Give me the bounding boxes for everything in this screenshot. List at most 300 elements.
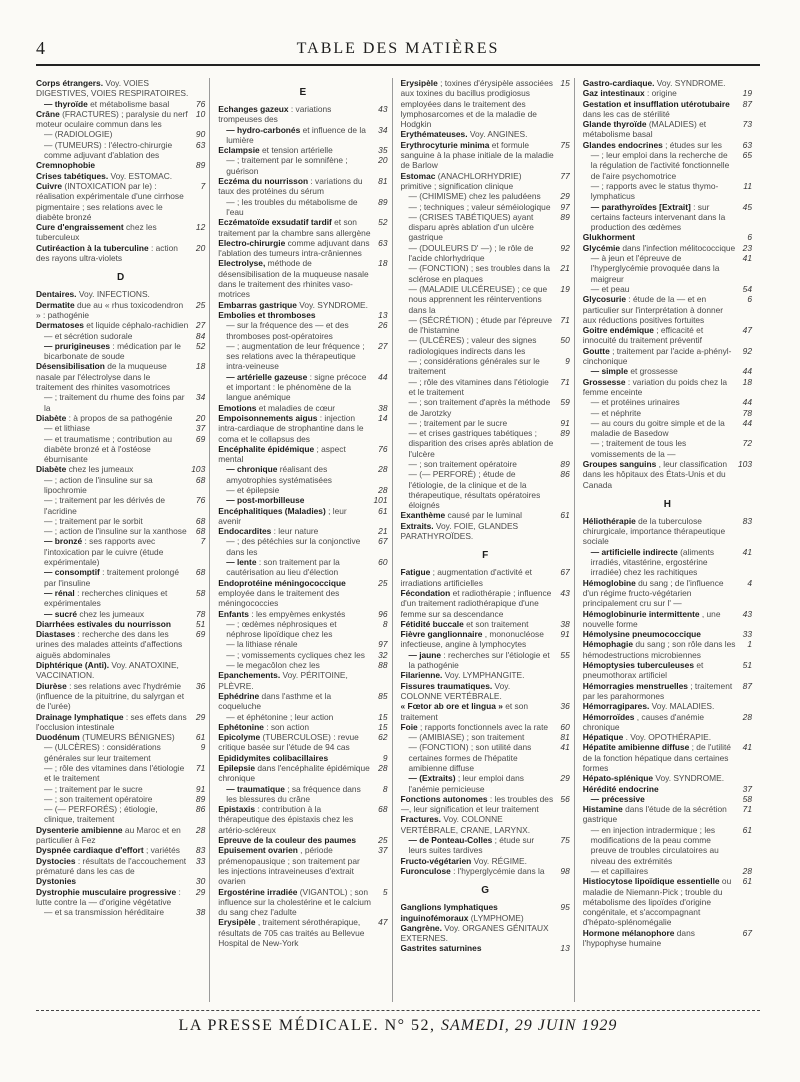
index-subentry [401, 650, 570, 671]
entry-page-ref: 51 [742, 660, 752, 671]
entry-term: — lente [226, 557, 257, 568]
entry-page-ref: 78 [742, 407, 752, 418]
index-entry [36, 887, 205, 908]
index-entry [36, 181, 205, 222]
index-subentry [36, 129, 205, 139]
index-entry [583, 516, 752, 547]
index-entry [36, 300, 205, 321]
index-entry [583, 681, 752, 702]
index-entry [36, 660, 205, 681]
entry-page-ref: 63 [378, 237, 388, 248]
index-entry [583, 88, 752, 98]
entry-term: Cutiréaction à la tuberculine [36, 242, 149, 253]
header-rule [36, 64, 760, 66]
entry-description: ; rapports fonctionnels avec la rate [420, 721, 549, 732]
entry-description: Voy. MALADIES. [651, 701, 715, 712]
entry-term: Diabète [36, 464, 67, 475]
index-subentry [401, 835, 570, 856]
entry-page-ref: 7 [200, 180, 206, 191]
entry-description: réalisant des amyotrophies systématisées [226, 464, 332, 485]
entry-page-ref: 26 [378, 320, 388, 331]
index-subentry [36, 99, 205, 109]
index-subentry [401, 335, 570, 356]
entry-term: Ganglions lymphatiques inguinofémoraux [400, 902, 498, 923]
index-entry [36, 109, 205, 130]
entry-term: Glande thyroïde [582, 119, 647, 130]
entry-page-ref: 58 [742, 793, 752, 804]
entry-page-ref: 29 [195, 886, 206, 897]
entry-description: ou maladie de Niemann-Pick ; trouble du métabolisme des lipoïdes d'origine congénitale, et s'accompagnant d'hépato-splénomégalie [582, 876, 732, 928]
index-subentry [583, 825, 752, 866]
index-entry [401, 814, 570, 835]
entry-description: — (SÉCRÉTION) ; étude par l'épreuve de l'histamine [408, 314, 553, 336]
entry-description: — et sa transmission héréditaire [44, 907, 165, 918]
index-entry [218, 258, 387, 299]
index-subentry [583, 150, 752, 181]
entry-description: — et lithiase [44, 423, 91, 434]
index-entry [218, 444, 387, 465]
index-entry [218, 300, 387, 310]
entry-term: Dyspnée cardiaque d'effort [36, 845, 144, 856]
entry-description: et son traitement par la chambre sans allergène [218, 217, 371, 238]
entry-page-ref: 38 [560, 618, 570, 629]
entry-page-ref: 101 [373, 495, 388, 506]
entry-term: Erythémateuses. [400, 129, 468, 140]
index-subentry [218, 650, 387, 660]
entry-page-ref: 23 [742, 242, 752, 253]
entry-term: Hérédité endocrine [582, 783, 659, 794]
entry-term: Electrolyse, [218, 258, 266, 269]
entry-page-ref: 37 [195, 423, 206, 434]
entry-description: — ; leur emploi dans la recherche de la régulation de l'activité fonctionnelle de l'aire psychomotrice [590, 150, 730, 181]
index-subentry [583, 181, 752, 202]
entry-term: Epididymites colibacillaires [218, 752, 329, 763]
entry-term: — précessive [590, 793, 645, 804]
index-entry [218, 691, 387, 712]
entry-term: Fonctions autonomes [400, 793, 488, 804]
entry-term: — chronique [226, 464, 278, 475]
entry-description: et son traitement [400, 701, 529, 722]
entry-page-ref: 92 [742, 345, 752, 356]
entry-term: Gangrène. [400, 922, 442, 933]
index-subentry [36, 784, 205, 794]
index-entry [583, 377, 752, 398]
index-entry [218, 526, 387, 536]
section-letter: G [481, 885, 490, 897]
entry-term: Empoisonnements aigus [218, 412, 318, 423]
index-entry [583, 609, 752, 630]
entry-description: : leur nature [273, 526, 319, 537]
entry-page-ref: 88 [378, 660, 388, 671]
index-subentry [36, 392, 205, 413]
entry-description: dans l'asthme et la coqueluche [218, 690, 332, 712]
entry-term: Enfants [218, 608, 249, 619]
entry-description: ; leur avenir [218, 505, 347, 526]
entry-description: Voy. ESTOMAC. [110, 170, 173, 181]
entry-term: Glukhorment [582, 232, 635, 243]
entry-term: Foie [400, 721, 418, 732]
index-entry [401, 521, 570, 542]
entry-term: — post-morbilleuse [226, 495, 305, 506]
entry-page-ref: 60 [560, 721, 570, 732]
index-entry [583, 459, 752, 490]
entry-page-ref: 5 [382, 886, 388, 897]
entry-page-ref: 60 [378, 557, 388, 568]
entry-page-ref: 34 [378, 124, 388, 135]
entry-page-ref: 36 [195, 680, 206, 691]
entry-page-ref: 41 [742, 253, 752, 264]
entry-term: Crâne [36, 108, 60, 119]
entry-page-ref: 8 [382, 783, 388, 794]
entry-description: — et capillaires [590, 865, 649, 876]
entry-page-ref: 43 [378, 104, 388, 114]
entry-page-ref: 55 [560, 649, 570, 660]
entry-page-ref: 65 [742, 150, 752, 161]
index-entry [218, 413, 387, 444]
entry-description: , traitement sérothérapique, résultats de 705 cas traités au Bellevue Hospital de New-York [218, 917, 365, 949]
entry-page-ref: 28 [378, 464, 388, 475]
entry-page-ref: 11 [743, 180, 752, 191]
section-letter: E [299, 87, 307, 98]
entry-term: Extraits. [400, 520, 434, 531]
index-entry [583, 629, 752, 639]
entry-description: méthode de désensibilisation de la muqueuse nasale dans le traitement des rhinites vaso-motrices [218, 258, 369, 300]
index-entry [218, 753, 387, 763]
entry-term: Hémorroïdes [582, 711, 635, 722]
entry-term: Diastases [36, 629, 76, 640]
entry-description: et grossesse [630, 366, 678, 377]
issue-date: SAMEDI, 29 JUIN 1929 [441, 1017, 618, 1034]
entry-description: — ; rapports avec le status thymo-lymphaticus [590, 180, 719, 202]
entry-term: Hémophagie [582, 639, 634, 650]
entry-description: ; de l'utilité de la fonction hépatique dans certaines formes [582, 742, 731, 773]
index-entry [218, 217, 387, 238]
index-subentry [36, 434, 205, 465]
entry-description: et son traitement [466, 618, 529, 629]
index-subentry [583, 408, 752, 418]
journal-name: LA PRESSE MÉDICALE. [178, 1017, 380, 1034]
entry-description: du sang ; de l'influence d'un régime fructo-végétarien principalement cru sur l' — [582, 577, 724, 609]
entry-description: : action des rayons ultra-violets [36, 242, 178, 264]
entry-term: Hémoptysies tuberculeuses [582, 660, 694, 671]
entry-page-ref: 103 [738, 458, 752, 469]
entry-page-ref: 34 [195, 392, 206, 403]
index-subentry [218, 660, 387, 670]
index-subentry [218, 557, 387, 578]
entry-page-ref: 6 [747, 294, 752, 305]
entry-page-ref: 44 [742, 366, 752, 377]
entry-page-ref: 18 [195, 361, 206, 372]
entry-page-ref: 61 [195, 732, 206, 743]
index-entry [218, 887, 387, 918]
page-header [36, 38, 760, 64]
index-column-1 [36, 78, 210, 1002]
entry-page-ref: 38 [378, 402, 388, 413]
entry-page-ref: 25 [378, 577, 388, 588]
entry-term: Gastro-cardiaque. [582, 78, 655, 88]
entry-page-ref: 33 [195, 855, 206, 866]
entry-description: . Voy. OPOTHÉRAPIE. [625, 732, 712, 743]
entry-page-ref: 75 [560, 835, 570, 846]
index-subentry [401, 191, 570, 201]
entry-page-ref: 68 [195, 474, 206, 485]
issue-number: N° 52, [384, 1017, 436, 1034]
entry-term: Epistaxis [218, 804, 256, 815]
entry-description: dans les cas de stérilité [582, 108, 670, 119]
index-entry [583, 325, 752, 346]
entry-term: Erysipèle [218, 917, 256, 928]
index-entry [218, 578, 387, 609]
index-entry [36, 289, 205, 299]
entry-description: comme adjuvant dans l'ablation des tumeurs intra-crâniennes [218, 237, 370, 259]
index-subentry [401, 773, 570, 794]
index-entry [401, 78, 570, 129]
entry-term: — rénal [44, 587, 75, 598]
entry-description: — sur la fréquence des — et des thromboses post-opératoires [226, 320, 349, 341]
entry-term: Héliothérapie [582, 515, 636, 526]
entry-description: — (FONCTION) ; ses troubles dans la sclérose en plaques [408, 263, 550, 284]
entry-description: — et sécrétion sudorale [44, 330, 133, 341]
entry-description: : origine [646, 88, 677, 99]
page-number: 4 [36, 38, 45, 58]
entry-term: Filarienne. [400, 670, 443, 681]
index-entry [401, 567, 570, 588]
entry-page-ref: 97 [378, 639, 388, 650]
entry-page-ref: 89 [560, 211, 570, 222]
entry-page-ref: 37 [378, 845, 388, 856]
entry-page-ref: 27 [378, 340, 388, 351]
index-entry [401, 588, 570, 619]
index-entry [218, 238, 387, 259]
entry-description: — et crises gastriques tabétiques ; disparition des crises après ablation de l'ulcère [408, 428, 554, 459]
index-subentry [583, 202, 752, 233]
index-entry [36, 413, 205, 423]
entry-page-ref: 27 [195, 320, 206, 331]
index-entry [401, 902, 570, 923]
entry-description: et influence de la lumière [226, 124, 366, 145]
entry-term: Hépatite amibienne diffuse [582, 742, 690, 753]
entry-term: Hémoglobine [582, 577, 636, 588]
entry-page-ref: 89 [195, 793, 206, 804]
entry-description: : ses rapports avec l'intoxication par le cuivre (étude expérimentale) [44, 536, 164, 568]
entry-page-ref: 68 [378, 804, 388, 815]
index-subentry [583, 366, 752, 376]
entry-description: — et éphétonine ; leur action [226, 711, 334, 722]
index-entry [583, 243, 752, 253]
entry-term: Embolies et thromboses [218, 309, 316, 320]
entry-page-ref: 44 [378, 371, 388, 382]
entry-description: et formule sanguine à la phase initiale de la maladie de Barlow [400, 139, 554, 171]
entry-description: — à jeun et l'épreuve de l'hyperglycémie provoquée dans la maigreur [590, 253, 720, 284]
entry-description: et liquide céphalo-rachidien [86, 320, 189, 331]
entry-term: Ergostérine irradiée [218, 886, 298, 897]
index-subentry [36, 742, 205, 763]
entry-page-ref: 12 [195, 222, 206, 233]
entry-description: (aliments irradiés, vitastérine, ergostérine irradiée) chez les rachitiques [590, 546, 715, 578]
entry-description: — ; des pétéchies sur la conjonctive dans les [226, 536, 361, 557]
entry-term: Dysenterie amibienne [36, 824, 123, 835]
entry-page-ref: 9 [382, 752, 388, 763]
entry-page-ref: 72 [742, 438, 752, 449]
entry-description: due au « rhus toxicodendron » : pathogénie [36, 299, 184, 320]
entry-description: dans l'hypophyse humaine [582, 927, 695, 949]
index-subentry [218, 320, 387, 341]
entry-description: dans l'encéphalite épidémique chronique [218, 763, 370, 784]
entry-description: : étude de la — et en particulier sur l'interprétation à donner aux réductions positives fortuites [582, 294, 724, 325]
entry-description: — le megacôlon chez les [226, 660, 320, 671]
index-subentry [36, 794, 205, 804]
entry-description: : l'hyperglycémie dans la [453, 865, 545, 876]
entry-page-ref: 43 [560, 587, 570, 598]
index-subentry [401, 243, 570, 264]
index-entry [36, 845, 205, 855]
entry-term: Fructo-végétarien [400, 855, 472, 866]
entry-page-ref: 63 [195, 139, 206, 150]
entry-description: ; leur emploi dans l'anémie pernicieuse [408, 773, 524, 794]
entry-description: : traitement prolongé par l'insuline [44, 567, 179, 588]
entry-term: Fissures traumatiques. [400, 680, 493, 691]
entry-description: et maladies de cœur [258, 402, 336, 413]
index-entry [36, 78, 205, 99]
entry-description: : son traitement par la cautérisation au lieu d'élection [226, 557, 340, 578]
entry-page-ref: 33 [742, 629, 752, 640]
entry-term: Goitre endémique [582, 325, 654, 336]
entry-page-ref: 38 [195, 907, 206, 918]
entry-term: Ephédrine [218, 690, 260, 701]
index-subentry [583, 794, 752, 804]
entry-page-ref: 63 [742, 139, 752, 150]
index-entry [401, 171, 570, 192]
entry-description: (VIGANTOL) ; son influence sur la cholestérine et le calcium du sang chez l'adulte [218, 886, 371, 918]
index-entry [583, 773, 752, 783]
entry-term: Hépatique [582, 732, 624, 743]
entry-term: Eczématoïde exsudatif tardif [218, 217, 332, 228]
index-entry [218, 845, 387, 886]
entry-term: Encéphalite épidémique [218, 443, 315, 454]
entry-description: Voy. SYNDROME. [655, 773, 725, 784]
entry-page-ref: 45 [742, 201, 752, 212]
entry-page-ref: 103 [191, 464, 206, 475]
entry-page-ref: 52 [378, 217, 388, 228]
index-entry [218, 176, 387, 197]
entry-term: — simple [590, 366, 628, 377]
entry-term: Fétidité buccale [400, 618, 464, 629]
entry-page-ref: 4 [747, 577, 752, 588]
index-subentry [583, 253, 752, 284]
entry-page-ref: 9 [565, 356, 570, 367]
entry-page-ref: 13 [378, 309, 388, 320]
index-subentry [583, 547, 752, 578]
entry-description: — ; son traitement opératoire [408, 458, 517, 469]
entry-description: — (TUMEURS) : l'électro-chirurgie comme adjuvant d'ablation des [44, 139, 173, 161]
index-entry [401, 701, 570, 722]
entry-page-ref: 95 [560, 902, 570, 913]
entry-page-ref: 28 [742, 865, 752, 876]
index-entry [583, 712, 752, 733]
index-subentry [401, 356, 570, 377]
index-entry [36, 681, 205, 712]
index-subentry [36, 526, 205, 536]
index-entry [583, 804, 752, 825]
index-entry [218, 670, 387, 691]
entry-term: Epuisement ovarien [218, 845, 298, 856]
index-entry [401, 629, 570, 650]
entry-description: ; augmentation d'activité et irradiations artificielles [400, 567, 532, 588]
entry-description: (LYMPHOME) [470, 912, 524, 923]
entry-page-ref: 28 [378, 484, 388, 495]
entry-page-ref: 21 [560, 263, 570, 274]
entry-term: Crises tabétiques. [36, 170, 109, 181]
entry-page-ref: 13 [560, 943, 570, 954]
entry-description: ; variétés [145, 845, 180, 856]
entry-page-ref: 59 [560, 397, 570, 408]
entry-page-ref: 15 [560, 78, 570, 88]
entry-description: : à propos de sa pathogénie [68, 412, 173, 423]
entry-description: — (— PERFORÉS) ; étiologie, clinique, traitement [44, 804, 158, 825]
entry-page-ref: 30 [195, 876, 206, 887]
entry-description: — (FONCTION) ; son utilité dans certaines formes de l'hépatite amibienne diffuse [408, 742, 532, 773]
entry-description: — au cours du goitre simple et de la maladie de Basedow [590, 417, 725, 439]
entry-description: — en injection intradermique ; les modifications de la peau comme preuve de troubles circulatoires au niveau des extrémités [590, 824, 719, 866]
entry-description: — ; traitement par les dérivés de l'acridine [44, 495, 166, 516]
entry-page-ref: 67 [742, 927, 752, 938]
entry-description: Voy. FOIE, GLANDES PARATHYROÏDES. [400, 520, 519, 542]
entry-term: — de Ponteau-Colles [408, 835, 493, 846]
entry-term: Cure d'engraissement [36, 222, 124, 233]
entry-description: , une nouvelle forme [582, 608, 721, 629]
index-entry [401, 681, 570, 702]
index-entry [583, 294, 752, 325]
index-subentry [36, 609, 205, 619]
index-entry [583, 578, 752, 609]
entry-description: Voy. SYNDROME. [299, 299, 368, 310]
entry-description: — (RADIOLOGIE) [44, 129, 113, 140]
index-entry [218, 763, 387, 784]
entry-page-ref: 1 [747, 639, 752, 650]
entry-term: Dystrophie musculaire progressive [36, 886, 177, 897]
entry-term: Gestation et insufflation utérotubaire [582, 98, 730, 109]
entry-page-ref: 91 [560, 629, 570, 640]
entry-description: — et protéines urinaires [590, 397, 680, 408]
entry-page-ref: 62 [378, 732, 388, 743]
index-entry [218, 145, 387, 155]
index-entry [218, 722, 387, 732]
index-entry [218, 609, 387, 619]
entry-description: — ; vomissements cycliques chez les [226, 649, 365, 660]
section-letter: D [117, 272, 125, 284]
entry-page-ref: 25 [195, 299, 206, 310]
entry-description: — (CHIMISME) chez les paludéens [408, 191, 541, 202]
entry-description: — (ULCÈRES) ; valeur des signes radiologiques indirects dans les [408, 335, 537, 356]
entry-term: Cuivre [36, 180, 63, 191]
index-entry [583, 928, 752, 949]
entry-page-ref: 28 [195, 824, 206, 835]
index-entry [401, 794, 570, 815]
entry-description: — ; traitement par le somnifène ; guérison [226, 155, 348, 176]
entry-description: : variations du taux des protéines du sérum [218, 176, 363, 197]
entry-description: — et peau [590, 283, 630, 294]
index-entry [218, 310, 387, 320]
entry-description: : sur certains facteurs intervenant dans la production des œdèmes [590, 201, 726, 233]
index-entry [218, 403, 387, 413]
entry-description: : recherches cliniques et expérimentales [44, 587, 168, 609]
entry-description: : les empyèmes enkystés [251, 608, 346, 619]
entry-page-ref: 89 [378, 196, 388, 207]
entry-term: — jaune [408, 649, 442, 660]
entry-page-ref: 19 [742, 88, 752, 99]
index-subentry [36, 475, 205, 496]
index-subentry [218, 712, 387, 722]
